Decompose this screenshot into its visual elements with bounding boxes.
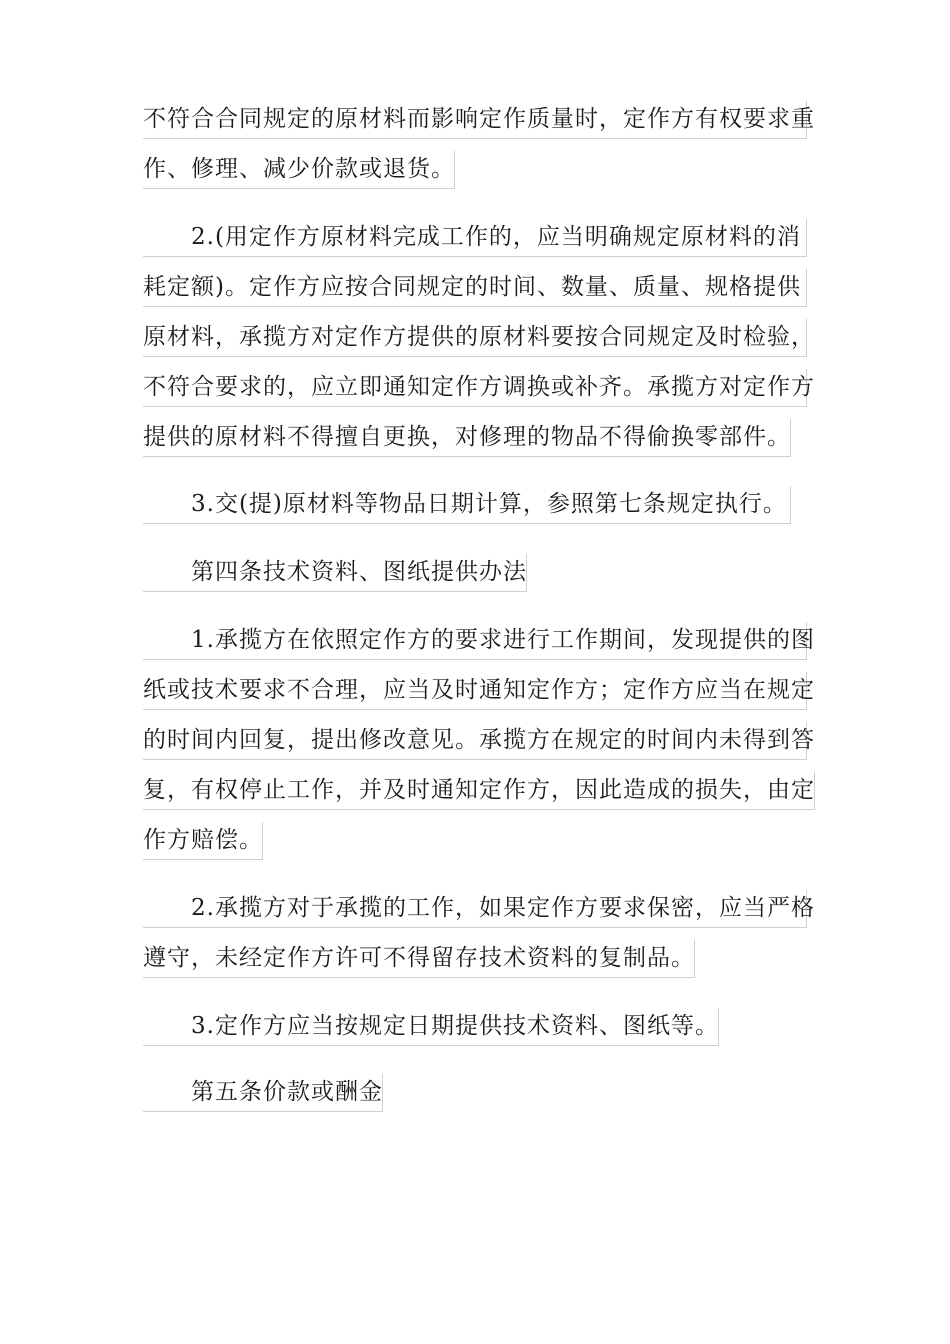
- section-heading: 第四条技术资料、图纸提供办法: [143, 554, 527, 592]
- text-line: 耗定额)。定作方应按合同规定的时间、数量、质量、规格提供: [143, 269, 807, 307]
- text-line: 的时间内回复，提出修改意见。承揽方在规定的时间内未得到答: [143, 722, 807, 760]
- text-line: 遵守，未经定作方许可不得留存技术资料的复制品。: [143, 940, 695, 978]
- text-line: 作、修理、减少价款或退货。: [143, 151, 455, 189]
- text-line: 不符合要求的，应立即通知定作方调换或补齐。承揽方对定作方: [143, 369, 807, 407]
- section-heading: 第五条价款或酬金: [143, 1074, 383, 1112]
- text-line: 2.(用定作方原材料完成工作的，应当明确规定原材料的消: [143, 219, 807, 257]
- text-line: 复，有权停止工作，并及时通知定作方，因此造成的损失，由定: [143, 772, 815, 810]
- text-line: 3.定作方应当按规定日期提供技术资料、图纸等。: [143, 1008, 719, 1046]
- text-line: 不符合合同规定的原材料而影响定作质量时，定作方有权要求重: [143, 101, 807, 139]
- text-line: 1.承揽方在依照定作方的要求进行工作期间，发现提供的图: [143, 622, 807, 660]
- text-line: 作方赔偿。: [143, 822, 263, 860]
- text-line: 原材料，承揽方对定作方提供的原材料要按合同规定及时检验，: [143, 319, 807, 357]
- text-line: 2.承揽方对于承揽的工作，如果定作方要求保密，应当严格: [143, 890, 807, 928]
- text-line: 提供的原材料不得擅自更换，对修理的物品不得偷换零部件。: [143, 419, 791, 457]
- text-line: 3.交(提)原材料等物品日期计算，参照第七条规定执行。: [143, 486, 791, 524]
- text-line: 纸或技术要求不合理，应当及时通知定作方；定作方应当在规定: [143, 672, 807, 710]
